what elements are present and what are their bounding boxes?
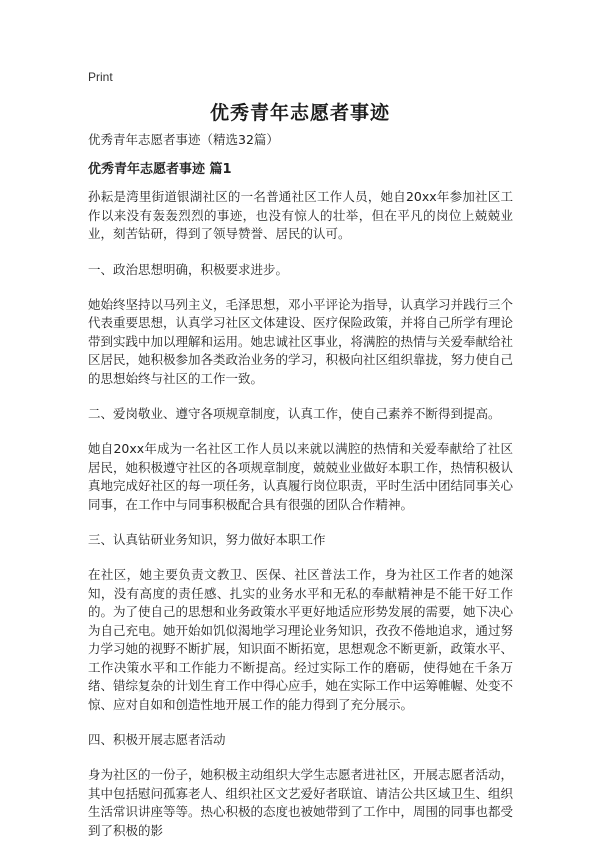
document-subtitle: 优秀青年志愿者事迹（精选32篇） bbox=[88, 132, 279, 147]
section-title: 优秀青年志愿者事迹 篇1 bbox=[88, 162, 232, 177]
heading-dedication: 二、爱岗敬业、遵守各项规章制度，认真工作，使自己素养不断得到提高。 bbox=[88, 406, 501, 421]
print-link[interactable]: Print bbox=[88, 70, 113, 84]
paragraph-intro: 孙耘是湾里街道银湖社区的一名普通社区工作人员，她自20xx年参加社区工作以来没有轰轰烈烈的事迹，也没有惊人的壮举，但在平凡的岗位上兢兢业业，刻苦钻研，得到了领导赞誉、居民的认可。 bbox=[88, 189, 513, 241]
heading-study: 三、认真钻研业务知识，努力做好本职工作 bbox=[88, 532, 326, 547]
heading-political: 一、政治思想明确，积极要求进步。 bbox=[88, 261, 289, 277]
document-title: 优秀青年志愿者事迹 bbox=[209, 102, 390, 124]
heading-volunteer: 四、积极开展志愿者活动 bbox=[88, 732, 226, 747]
paragraph-volunteer: 身为社区的一份子，她积极主动组织大学生志愿者进社区，开展志愿者活动，其中包括慰问孤寡老人、组织社区文艺爱好者联谊、请洁公共区域卫生、组织生活常识讲座等等。热心积极的态度也被她带到了工作中，周围的同事也都受到了积极的影 bbox=[88, 767, 514, 838]
paragraph-dedication: 她自20xx年成为一名社区工作人员以来就以满腔的热情和关爱奉献给了社区居民，她积极遵守社区的各项规章制度，兢兢业业做好本职工作，热情积极认真地完成好社区的每一项任务，认真履行岗位职责，平时生活中团结同事关心同事，在工作中与同事积极配合具有很强的团队合作精神。 bbox=[88, 441, 514, 512]
paragraph-political: 她始终坚持以马列主义，毛泽思想，邓小平评论为指导，认真学习并践行三个代表重要思想，认真学习社区文体建设、医疗保险政策，并将自己所学有理论带到实践中加以理解和运用。她忠诚社区事业，将满腔的热情与关爱奉献给社区居民，她积极参加各类政治业务的学习，积极向社区组织靠拢，努力使自己的思想始终与社区的工作一致。 bbox=[88, 296, 514, 386]
document-body bbox=[88, 130, 513, 856]
paragraph-study: 在社区，她主要负责文教卫、医保、社区普法工作，身为社区工作者的她深知，没有高度的责任感、扎实的业务水平和无私的奉献精神是不能干好工作的。为了使自己的思想和业务政策水平更好地适应形势发展的需要，她下决心为自己充电。她开始如饥似渴地学习理论业务知识，孜孜不倦地追求，通过努力学习她的视野不断扩展，知识面不断拓宽，思想观念不断更新，政策水平、工作决策水平和工作能力不断提高。经过实际工作的磨砺，使得她在千条万绪、错综复杂的计划生育工作中得心应手，她在实际工作中运筹帷幄、处变不惊、应对自如和创造性地开展工作的能力得到了充分展示。 bbox=[88, 567, 514, 712]
